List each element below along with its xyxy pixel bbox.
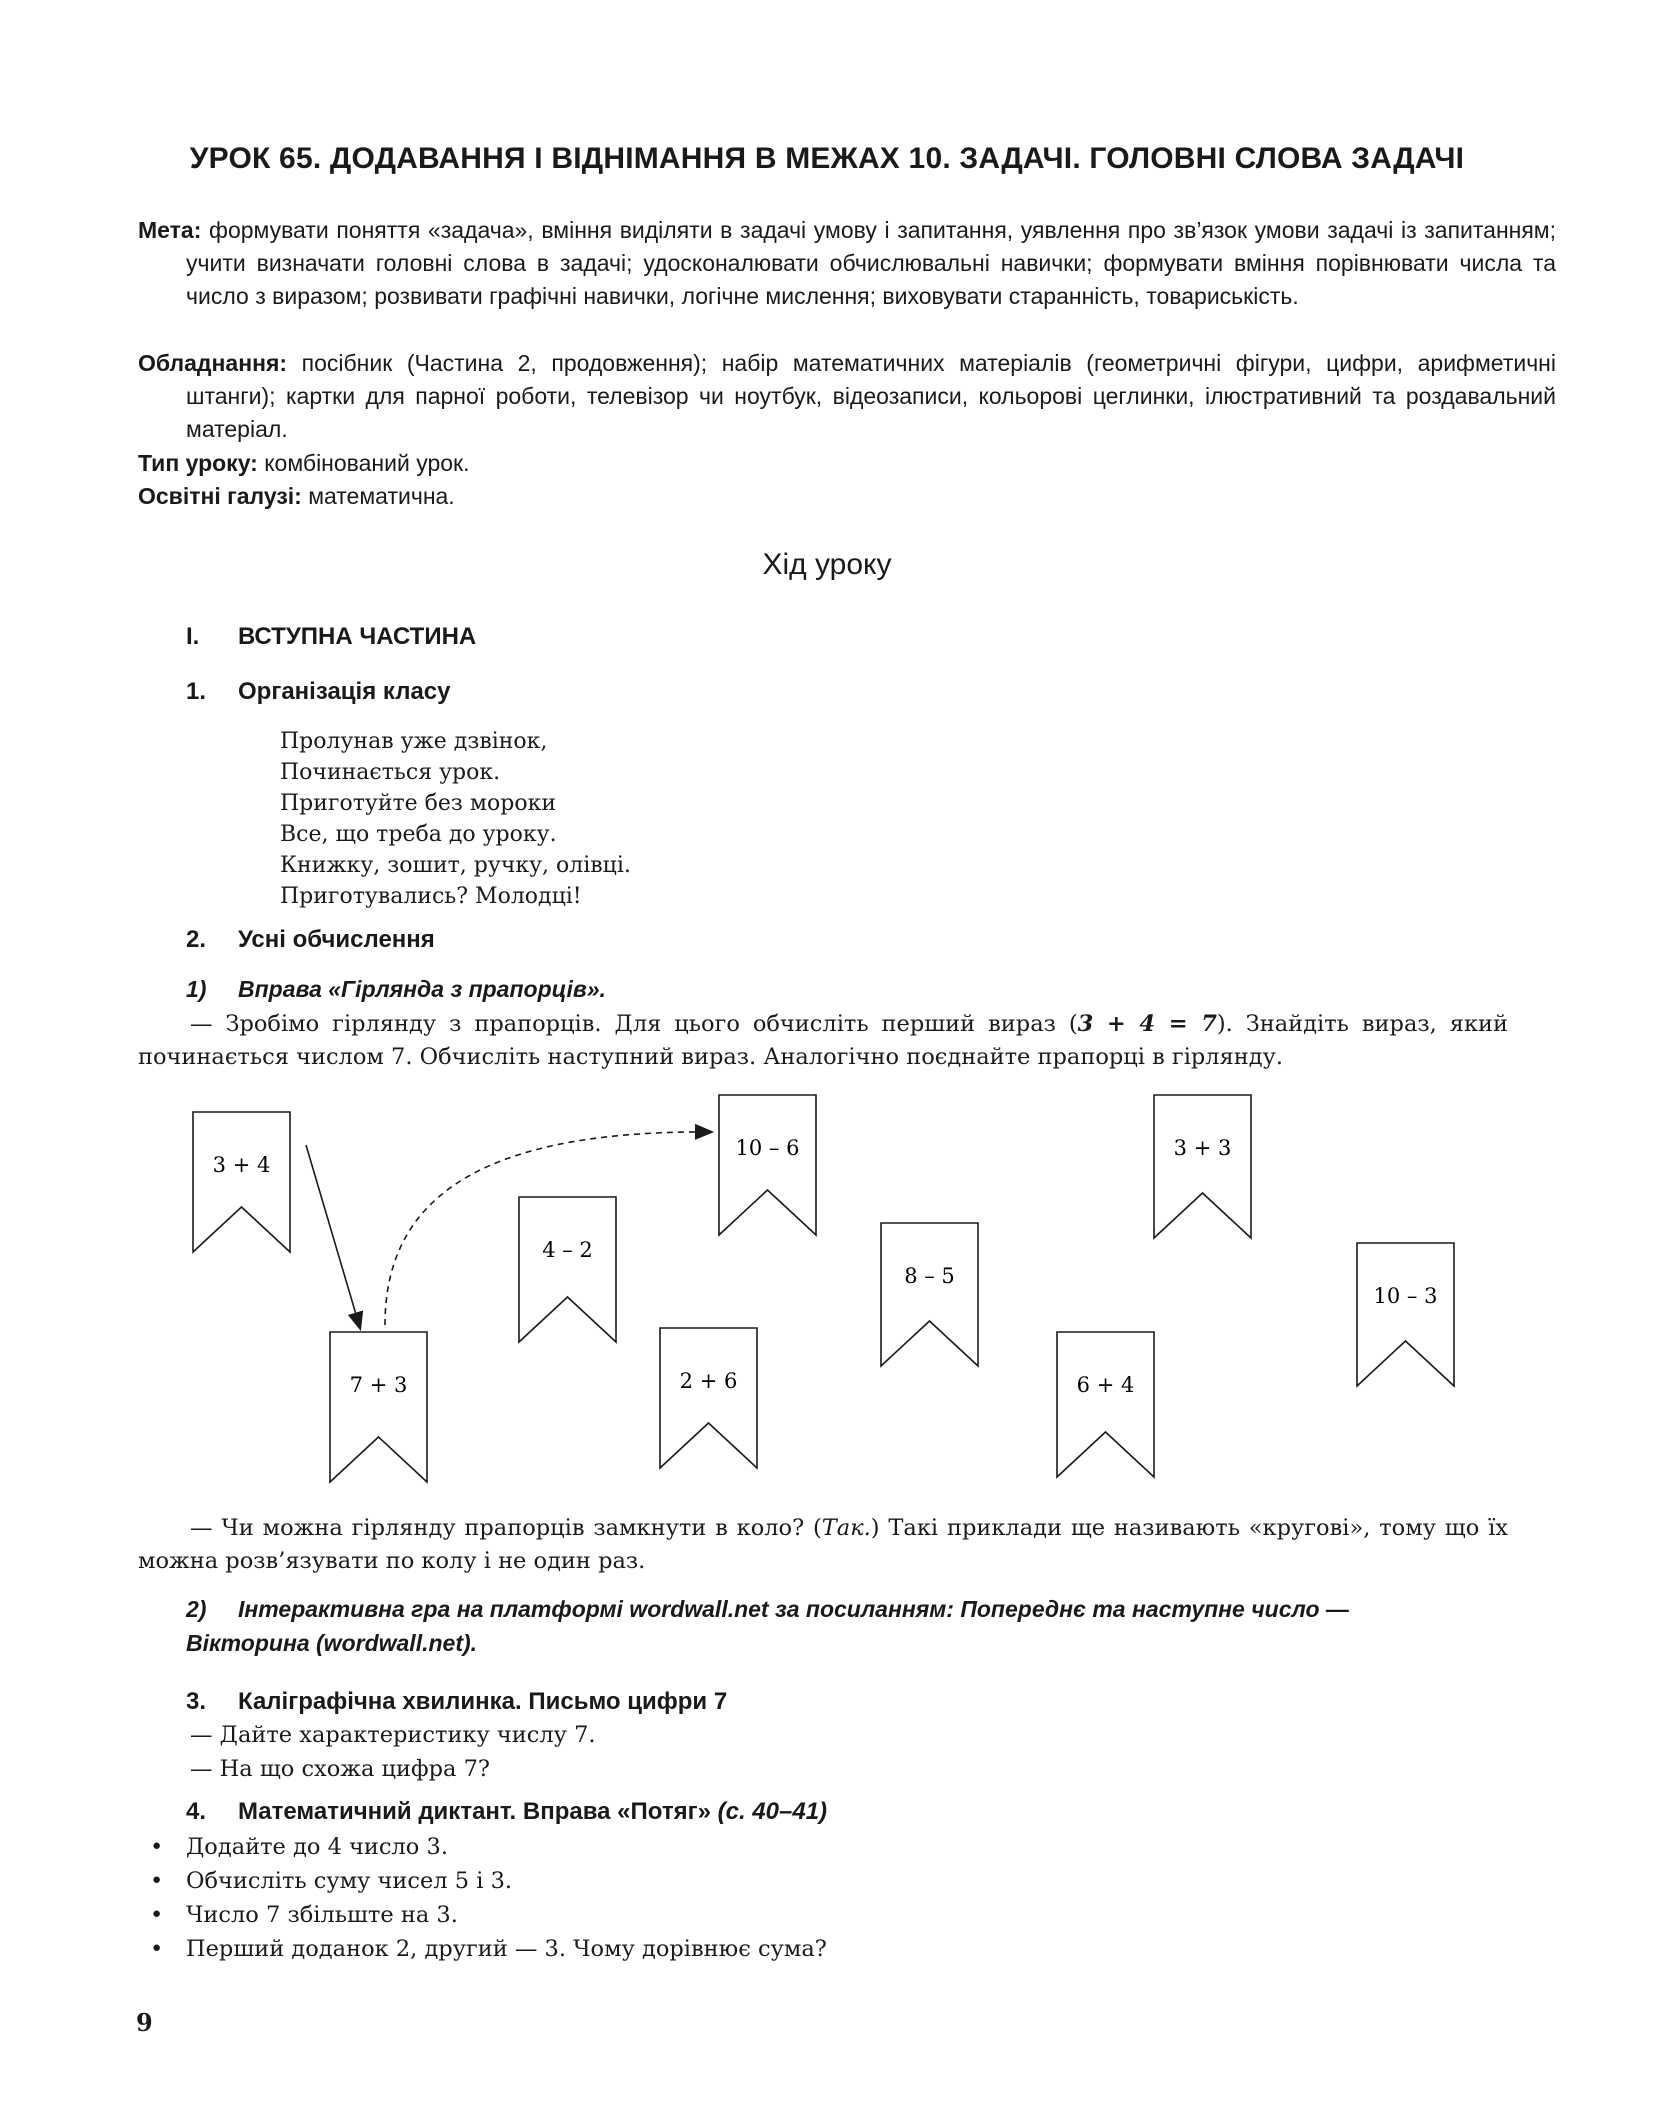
page-reference: (с. 40–41): [717, 1798, 828, 1825]
flag-shape: [193, 1112, 290, 1252]
calligraphy-question: — На що схожа цифра 7?: [190, 1756, 490, 1782]
goal-text: формувати поняття «задача», вміння виділяти в задачі умову і запитання, уявлення про зв’язок умови задачі із запитанням; учити визначати головні слова в задачі; удосконалювати обчислювальні навички; формувати вміння порівнювати числа та число з виразом; розвивати графічні навички, логічне мислення; виховувати старанність, товариськість.: [186, 217, 1557, 309]
flag-shape: [1057, 1332, 1154, 1477]
poem-line: Приготувались? Молодці!: [280, 884, 582, 909]
flag-shape: [330, 1332, 427, 1482]
flag-label: 3 + 4: [212, 1153, 271, 1177]
exercise-link-text[interactable]: Інтерактивна гра на платформі wordwall.net за посиланням: Попереднє та наступне число —: [238, 1596, 1349, 1622]
subsection-title: Математичний диктант. Вправа «Потяг»: [238, 1798, 711, 1825]
answer-text: Так.: [821, 1515, 871, 1541]
subsection-title: Організація класу: [238, 678, 451, 705]
flag-label: 2 + 6: [679, 1369, 738, 1393]
section-heading: [186, 623, 476, 651]
subsection-number: 3.: [186, 1688, 207, 1715]
exercise-number: 1): [186, 976, 207, 1002]
flag-label: 7 + 3: [349, 1373, 408, 1397]
flag-shape: [1154, 1095, 1251, 1238]
educational-field-label: Освітні галузі:: [138, 483, 302, 509]
lesson-type-text: комбінований урок.: [264, 450, 470, 476]
exercise-1-instructions: [138, 1008, 1508, 1074]
dictation-list: [150, 1830, 827, 1966]
list-item: • Додайте до 4 число 3.: [150, 1834, 448, 1860]
subsection-number: 2.: [186, 926, 207, 953]
list-item: • Обчисліть суму чисел 5 і 3.: [150, 1868, 513, 1894]
flag-label: 3 + 3: [1173, 1136, 1232, 1160]
poem: [280, 726, 631, 912]
exercise-heading-2: [186, 1592, 1349, 1660]
list-item-text: Перший доданок 2, другий — 3. Чому дорівнює сума?: [186, 1936, 827, 1962]
instruction-text: — Зробімо гірлянду з прапорців. Для цього обчисліть перший вираз (: [190, 1011, 1078, 1037]
flag-label: 8 – 5: [904, 1264, 955, 1288]
poem-line: Все, що треба до уроку.: [280, 822, 557, 847]
flag-shape: [1357, 1243, 1454, 1386]
exercise-number: 2): [186, 1596, 207, 1622]
calligraphy-question: — Дайте характеристику числу 7.: [190, 1722, 596, 1748]
section-number: I.: [186, 623, 200, 650]
list-item: • Перший доданок 2, другий — 3. Чому дорівнює сума?: [150, 1936, 827, 1962]
equipment-text: посібник (Частина 2, продовження); набір математичних матеріалів (геометричні фігури, цифри, арифметичні штанги); картки для парної роботи, телевізор чи ноутбук, відеозаписи, кольорові цеглинки, ілюстративний та роздавальний матеріал.: [186, 350, 1556, 442]
exercise-link-text[interactable]: Вікторина (wordwall.net).: [186, 1630, 478, 1656]
exercise-heading-1: [186, 976, 606, 1003]
flag-shape: [719, 1095, 816, 1235]
section-title: ВСТУПНА ЧАСТИНА: [238, 623, 477, 650]
page-title: УРОК 65. ДОДАВАННЯ І ВІДНІМАННЯ В МЕЖАХ 10. ЗАДАЧІ. ГОЛОВНІ СЛОВА ЗАДАЧІ: [189, 142, 1465, 175]
page-number: 9: [136, 2008, 153, 2037]
list-item-text: Число 7 збільште на 3.: [186, 1902, 458, 1928]
flag-shape: [519, 1197, 616, 1342]
subsection-heading-3: [186, 1688, 727, 1716]
equipment-paragraph: [138, 347, 1556, 446]
course-heading: Хід уроку: [762, 548, 892, 581]
list-item-text: Обчисліть суму чисел 5 і 3.: [186, 1868, 513, 1894]
poem-line: Пролунав уже дзвінок,: [280, 729, 548, 754]
flag-label: 6 + 4: [1076, 1373, 1135, 1397]
poem-line: Приготуйте без мороки: [280, 791, 557, 816]
lesson-type-label: Тип уроку:: [138, 450, 258, 476]
poem-line: Починається урок.: [280, 760, 501, 785]
flag-label: 10 – 6: [735, 1136, 800, 1160]
subsection-title: Усні обчислення: [238, 926, 435, 953]
lesson-type: [138, 447, 1508, 480]
expression: 3 + 4 = 7: [1077, 1011, 1217, 1037]
list-item-text: Додайте до 4 число 3.: [186, 1834, 448, 1860]
flag-shape: [660, 1328, 757, 1468]
goal-paragraph: [138, 214, 1556, 313]
subsection-heading-1: [186, 678, 450, 706]
educational-field-text: математична.: [308, 483, 455, 509]
goal-label: Мета:: [138, 217, 202, 243]
instruction-text: ). Знайдіть вираз, який починається числом 7. Обчисліть наступний вираз. Аналогічно поєднайте прапорці в гірлянду.: [138, 1011, 1508, 1070]
subsection-title: Каліграфічна хвилинка. Письмо цифри 7: [238, 1688, 728, 1715]
flag-label: 10 – 3: [1373, 1284, 1438, 1308]
equipment-label: Обладнання:: [138, 350, 288, 376]
subsection-number: 1.: [186, 678, 207, 705]
list-item: • Число 7 збільште на 3.: [150, 1902, 458, 1928]
subsection-number: 4.: [186, 1798, 207, 1825]
question-text: — Чи можна гірлянду прапорців замкнути в коло? (: [190, 1515, 822, 1541]
educational-field: [138, 480, 1508, 513]
flag-label: 4 – 2: [542, 1238, 593, 1262]
arrow-solid: [306, 1145, 360, 1328]
flag-shape: [881, 1223, 978, 1366]
exercise-title: Вправа «Гірлянда з прапорців».: [238, 976, 606, 1002]
poem-line: Книжку, зошит, ручку, олівці.: [280, 853, 631, 878]
subsection-heading-4: [186, 1798, 827, 1826]
circle-question: [138, 1512, 1508, 1578]
subsection-heading-2: [186, 926, 435, 954]
question-text: ) Такі приклади ще називають «кругові», тому що їх можна розв’язувати по колу і не один раз.: [138, 1515, 1509, 1574]
flags: [193, 1095, 1454, 1482]
flag-garland-diagram: [0, 1085, 1654, 1505]
